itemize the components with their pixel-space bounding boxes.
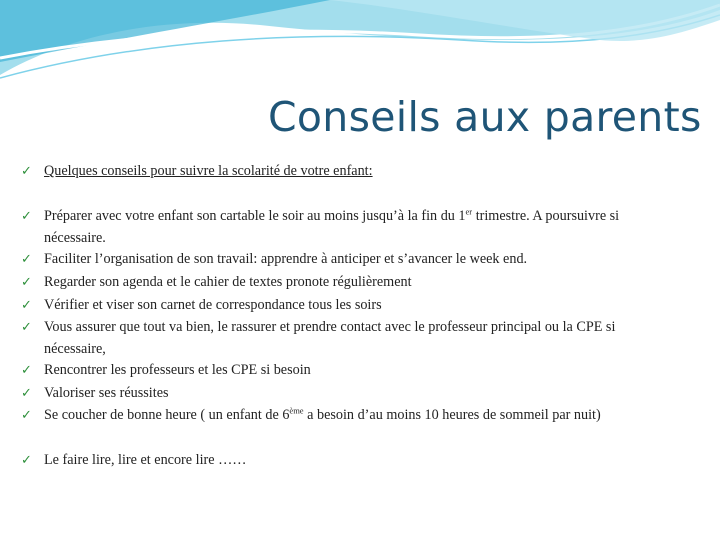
section-heading: Quelques conseils pour suivre la scolarité de votre enfant:	[44, 163, 373, 179]
header-wave-decoration	[0, 0, 720, 90]
checkmark-icon: ✓	[21, 298, 32, 313]
list-item	[21, 360, 664, 382]
item-text: Valoriser ses réussites	[44, 385, 169, 401]
item-text: Le faire lire, lire et encore lire ……	[44, 452, 247, 468]
checkmark-icon: ✓	[21, 164, 32, 179]
item-text: Préparer avec votre enfant son cartable le soir au moins jusqu’à la fin du 1	[44, 208, 466, 224]
item-text: Vous assurer que tout va bien, le rassurer et prendre contact avec le professeur principal ou la CPE si nécessaire,	[44, 319, 616, 357]
ordinal-suffix: ème	[289, 405, 304, 416]
list-item	[21, 206, 664, 249]
item-text: Se coucher de bonne heure ( un enfant de 6	[44, 407, 290, 423]
checkmark-icon: ✓	[21, 209, 32, 224]
item-text-continued: trimestre. A poursuivre si nécessaire.	[44, 208, 620, 246]
heading-bullet	[21, 161, 664, 183]
list-item	[21, 295, 664, 317]
item-text: Rencontrer les professeurs et les CPE si besoin	[44, 362, 311, 378]
checkmark-icon: ✓	[21, 363, 32, 378]
list-item	[21, 450, 664, 472]
list-item	[21, 317, 664, 360]
slide-title: Conseils aux parents	[268, 93, 702, 141]
item-text-continued: a besoin d’au moins 10 heures de sommeil par nuit)	[303, 407, 601, 423]
checkmark-icon: ✓	[21, 386, 32, 401]
ordinal-suffix: er	[465, 206, 473, 217]
checkmark-icon: ✓	[21, 275, 32, 290]
list-item	[21, 272, 664, 294]
checkmark-icon: ✓	[21, 453, 32, 468]
item-text: Vérifier et viser son carnet de correspondance tous les soirs	[44, 297, 382, 313]
checkmark-icon: ✓	[21, 252, 32, 267]
list-item	[21, 405, 664, 427]
list-item	[21, 249, 664, 271]
list-item	[21, 383, 664, 405]
checkmark-icon: ✓	[21, 320, 32, 335]
item-text: Faciliter l’organisation de son travail: apprendre à anticiper et s’avancer le week end.	[44, 251, 528, 267]
checkmark-icon: ✓	[21, 408, 32, 423]
item-text: Regarder son agenda et le cahier de textes pronote régulièrement	[44, 274, 412, 290]
